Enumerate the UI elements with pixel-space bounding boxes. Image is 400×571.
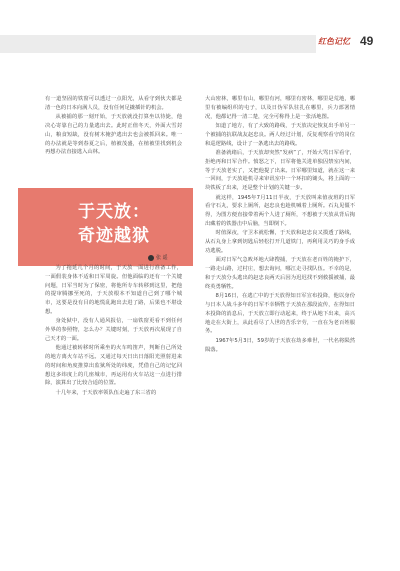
paragraph: 时值深夜，守卫本就松懈，于天放和赵忠良又摸透了路线，从石丸身上拿到钥匙后轻松打开几道铁门，再利用灵巧的身手成功逃脱。: [205, 230, 355, 254]
page-number: 49: [360, 34, 374, 48]
article-title-line-1: 于天放：: [78, 202, 150, 221]
paragraph: 有一道坚固的铁窗可以透过一点阳光，从看守到伙夫都是清一色的日本向满人员，没有任何足撬插针的机会。: [45, 96, 182, 111]
paragraph: 大山密林，哪里有山，哪里有河，哪里有密林，哪里是荒地，哪里有被编组织的屯子，以及日伪军队驻扎在哪里，兵力部署情况，他都记得一清二楚，完全可称得上是一张活地图。: [205, 96, 355, 120]
author-icon: [148, 255, 154, 261]
paragraph: 十几年来，于天放率领队伍走遍了东三省的: [55, 389, 157, 396]
paragraph: 1967年5月3日，59岁的于天放在劫多难世，一代名将陨然陨落。: [205, 337, 355, 353]
section-label: 红色记忆: [318, 37, 350, 46]
column-left-top: [45, 95, 182, 157]
paragraph: 身处狱中，没有人通风报信，一扇铁窗更看不到任何外界的参照物，怎么办？关键时刻，于天放再次展现了自己天才的一面。: [45, 318, 182, 342]
paragraph: 知道了地方，有了大致的路线，于天放决定恢复出手单另一个被捕的抗联战友赵忠良。两人经过计划，反复观察看守的岗位和巡逻路线，设计了一条逃出去的路线。: [205, 123, 355, 147]
paragraph: 8月16日，在逃亡中的于天放得知日军宣布投降，他以身份与日本人战斗多年的日军不幸牺牲于天放在那段流传，在得知日本投降的消息后，于天放立即行动起来，终于从地下出来，高兴地走在大街上，从此看尽了人世的苦乐辛劳，一直在为老百姓服务。: [205, 293, 355, 335]
article-title-line-2: 奇迹越狱: [78, 226, 150, 245]
paragraph: 他通过被转移时所乘坐的火车鸣笛声，判断自己所处的地方离火车站不远。又通过每天日出日落阳光照射进来的时间和角度推算出监狱所处的纬度，凭借自己的记忆回想这多纬度上的几座城市，再运用有火车站这一点进行排除，演算出了比较合适的位置。: [45, 345, 182, 387]
paragraph: 就这样，1945年7月11日半夜，于天放叫来值夜班的日军看守石丸，要求上厕所，赵忠良也趁机喊着上厕所。石丸见僵不得，为图方便直接带着两个人进了厕所，不想被于天放从背后掏出藏着的铁器击中后脑，当即倒下。: [205, 194, 355, 227]
paragraph: 准备就绪后，于天放却突然“发病”了，开始大骂日军看守，拒绝再和日军合作。愤怒之下，日军将他关进单独囚禁室内间，等于天放老实了，又把他提了出来。日军哪里知道，就在这一来一回间，于天放趁机寻来审讯室中一个环扣的锄头，将上面的一块铁板了出来，还是整个计划的关键一步。: [205, 150, 355, 192]
paragraph: 为了拖延几个月的时间，于天放一面进行准备工作，一面假装身体不适和日军周旋。但他面临的还有一个关键问题，日军当时为了保密，将他所专车转移到这里，把他的提审腾挪至死的，于天放根本不知道自己到了哪个城市，这要是没有目的地慌乱跑出去进了路，后果也不堪设想。: [45, 265, 182, 315]
column-left-bottom: [45, 264, 182, 398]
paragraph: 面对日军气急败坏地大肆搜捕，于天放在老百姓的掩护下，一路走山路，过村庄，想去询问，哪江走寻找队伍。不幸的是，和于天放分头逃出的赵忠良两天后因为迟迟找不到救援被捕，最终英勇牺牲。: [205, 257, 355, 290]
header-stripe: [0, 35, 316, 53]
author-name: 张 遥: [156, 255, 168, 261]
page-header: [0, 0, 400, 75]
paragraph: 从被捕的那一刻开始，于天放就没打算坐以待毙，他决心寄靠自己的力量逃出去。此时正值冬天，外面大雪封山，粮食短缺，没有树木掩护逃出去也会被抓回来。唯一的办法就是等到春夏之后，植被茂盛，在植被里找到机会再想办法直接逃入山林。: [45, 114, 182, 156]
column-right: [205, 95, 355, 354]
byline: [148, 254, 168, 261]
